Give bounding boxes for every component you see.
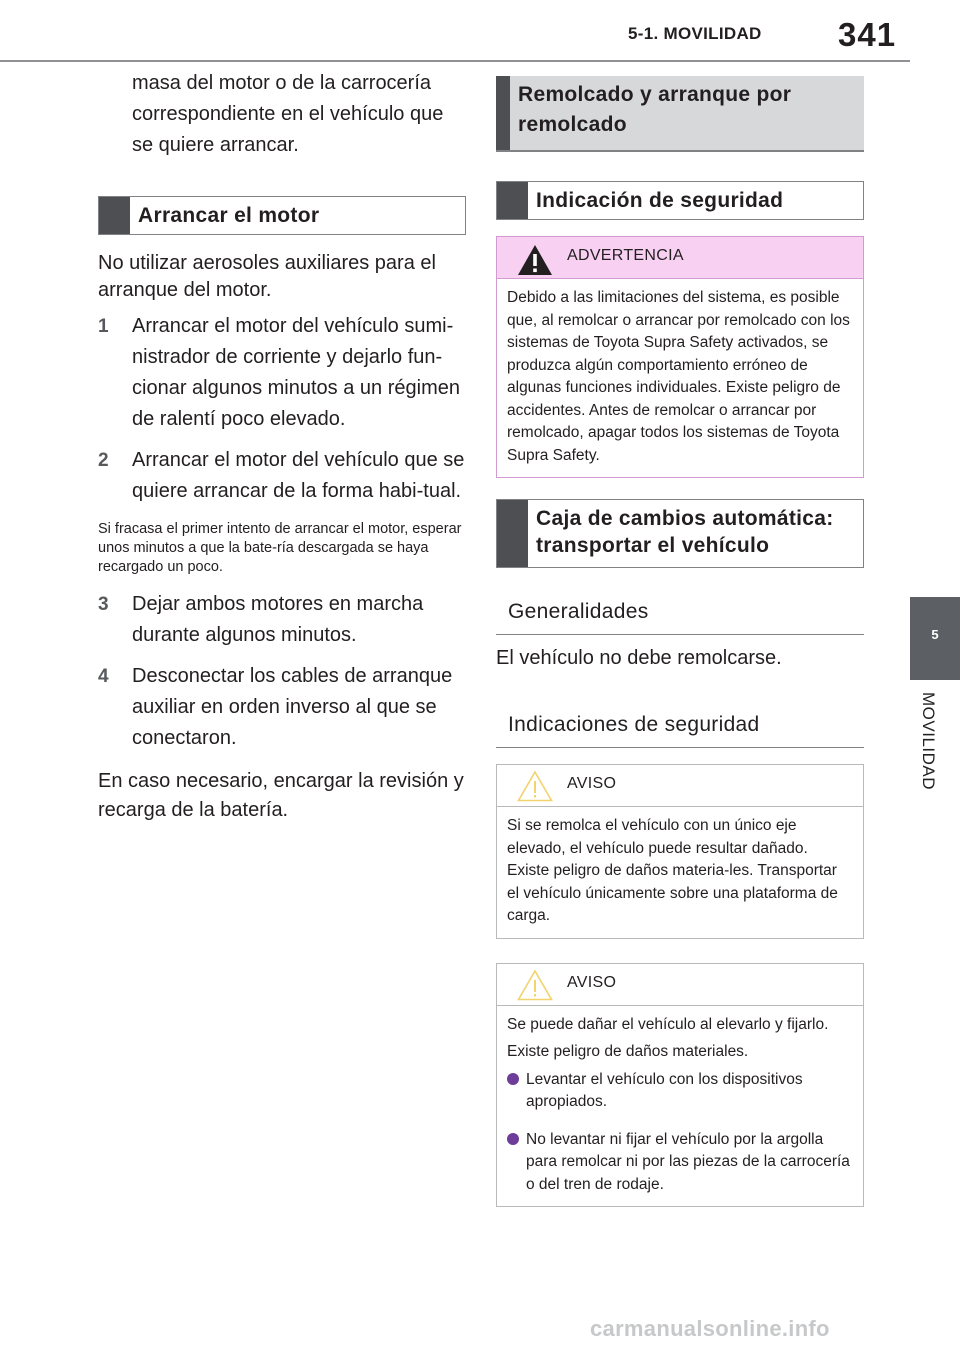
warning-header	[497, 237, 863, 279]
section-heading-caja	[496, 499, 864, 568]
step-text: Desconectar los cables de arranque auxiliar en orden inverso al que se conectaron.	[132, 665, 453, 749]
main-section-title: Remolcado y arranque por remolcado	[518, 83, 792, 136]
step-number: 3	[98, 594, 109, 615]
left-column	[98, 68, 466, 825]
general-paragraph: El vehículo no debe remolcarse.	[496, 647, 782, 669]
notice-label: AVISO	[567, 973, 617, 991]
step-item	[98, 661, 466, 754]
section-heading-seguridad	[496, 181, 864, 220]
notice-box	[496, 764, 864, 939]
chapter-label: MOVILIDAD	[919, 692, 938, 791]
section-title: Caja de cambios automática: transportar el vehículo	[536, 507, 834, 557]
bullet-item	[507, 1129, 853, 1197]
chapter-tab	[910, 597, 960, 680]
section-title: Indicación de seguridad	[536, 189, 784, 212]
step-number: 4	[98, 666, 109, 687]
step-text: Dejar ambos motores en marcha durante algunos minutos.	[132, 593, 424, 646]
step-number: 2	[98, 450, 109, 471]
subsection-heading: Indicaciones de seguridad	[496, 703, 864, 748]
page-number: 341	[838, 16, 897, 53]
chapter-number: 5	[931, 627, 939, 642]
continuation-text	[98, 68, 466, 161]
closing-paragraph: En caso necesario, encargar la revisión y recarga de la batería.	[98, 770, 464, 821]
subsection-heading: Generalidades	[496, 590, 864, 635]
section-title: Arrancar el motor	[138, 204, 320, 227]
step-text: Arrancar el motor del vehículo sumi-nistrador de corriente y dejarlo fun-cionar algunos minutos a un régimen de ralentí poco elevado.	[132, 315, 460, 430]
notice-paragraph: Se puede dañar el vehículo al elevarlo y fijarlo.	[507, 1015, 829, 1033]
steps-list-a	[98, 311, 466, 507]
bullet-text: No levantar ni fijar el vehículo por la argolla para remolcar ni por las piezas de la carrocería o del tren de rodaje.	[526, 1130, 850, 1193]
step-text: Arrancar el motor del vehículo que se quiere arrancar de la forma habi-tual.	[132, 449, 465, 502]
caution-icon	[517, 969, 553, 1001]
step-item	[98, 311, 466, 435]
header-divider	[0, 60, 910, 62]
bullet-text: Levantar el vehículo con los dispositivos apropiados.	[526, 1070, 803, 1110]
step-item	[98, 589, 466, 651]
warning-box	[496, 236, 864, 478]
notice-header	[497, 765, 863, 807]
bullet-dot	[507, 1129, 526, 1197]
notice-label: AVISO	[567, 775, 617, 792]
notice-body	[497, 1006, 863, 1207]
steps-list-b	[98, 589, 466, 754]
step-number: 1	[98, 316, 109, 337]
bullet-item	[507, 1069, 853, 1114]
continuation-line: se quiere arrancar.	[132, 134, 299, 156]
section-heading-arrancar	[98, 196, 466, 235]
notice-box	[496, 963, 864, 1208]
step-item	[98, 445, 466, 507]
main-section-heading	[496, 76, 864, 152]
notice-text: Si se remolca el vehículo con un único eje elevado, el vehículo puede resultar dañado. Existe peligro de daños materia-les. Transportar el vehículo únicamente sobre una plataforma de carga.	[507, 817, 838, 924]
caution-icon	[517, 770, 553, 802]
heading-bar	[497, 500, 528, 567]
bullet-dot	[507, 1069, 526, 1114]
warning-icon	[517, 244, 553, 276]
warning-label: ADVERTENCIA	[567, 247, 684, 264]
warning-text: Debido a las limitaciones del sistema, es posible que, al remolcar o arrancar por remolcado con los sistemas de Toyota Supra Safety activados, se produzca algún comportamiento erróneo de algunas funciones individuales. Existe peligro de accidentes. Antes de remolcar o arrancar por remolcado, apagar todos los sistemas de Toyota Supra Safety.	[507, 289, 850, 464]
notice-paragraph: Existe peligro de daños materiales.	[507, 1043, 749, 1060]
heading-bar	[99, 197, 130, 234]
intro-paragraph: No utilizar aerosoles auxiliares para el arranque del motor.	[98, 252, 436, 301]
note-text: Si fracasa el primer intento de arrancar el motor, esperar unos minutos a que la bate-ría descargada se haya recargado un poco.	[98, 521, 462, 575]
watermark: carmanualsonline.info	[590, 1316, 830, 1341]
heading-bar	[496, 76, 510, 150]
continuation-line: correspondiente en el vehículo que	[132, 103, 444, 125]
right-column	[496, 76, 864, 1207]
section-header: 5-1. MOVILIDAD	[628, 24, 762, 43]
heading-bar	[497, 182, 528, 219]
continuation-line: masa del motor o de la carrocería	[132, 72, 432, 94]
notice-header	[497, 964, 863, 1006]
